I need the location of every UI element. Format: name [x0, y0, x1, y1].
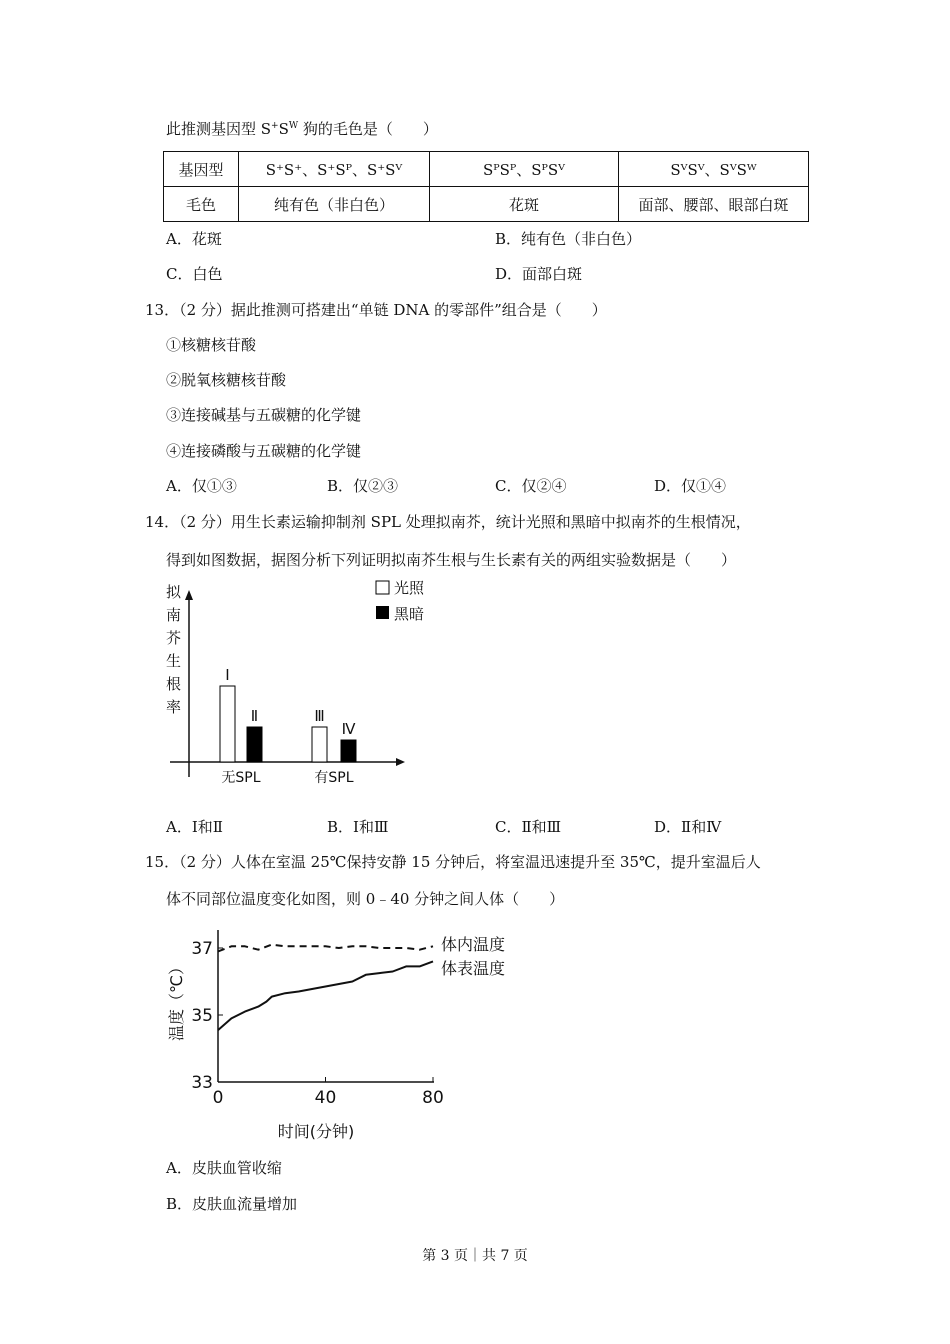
- cell: 纯有色（非白色）: [239, 187, 430, 222]
- series-line: [218, 961, 433, 1030]
- option: B．Ⅰ和Ⅲ: [327, 818, 389, 836]
- list-item: ④连接磷酸与五碳糖的化学键: [166, 442, 362, 460]
- y-tick-label: 37: [191, 939, 213, 959]
- list-item: ③连接碱基与五碳糖的化学键: [166, 406, 362, 424]
- y-tick-label: 35: [191, 1006, 213, 1026]
- q13-stem: 13．（2 分）据此推测可搭建出“单链 DNA 的零部件”组合是（ ）: [145, 301, 607, 319]
- page-footer: 第 3 页｜共 7 页: [422, 1248, 528, 1264]
- bar-label: Ⅲ: [314, 707, 325, 725]
- bar-label: Ⅳ: [341, 720, 356, 738]
- series-line: [218, 945, 433, 952]
- y-axis-label-char: 芥: [166, 629, 182, 647]
- x-axis-label: 时间(分钟): [277, 1122, 355, 1141]
- y-axis-label-char: 南: [166, 606, 182, 624]
- option: C．白色: [166, 265, 223, 283]
- y-axis-label-char: 生: [166, 652, 182, 670]
- option: A．花斑: [166, 230, 222, 248]
- y-tick-label: 33: [191, 1073, 213, 1093]
- bar: [220, 686, 235, 762]
- x-tick-label: 有SPL: [314, 770, 354, 786]
- x-tick-label: 40: [314, 1088, 337, 1108]
- cell: S⁺S⁺、S⁺Sᴾ、S⁺Sⱽ: [239, 152, 430, 187]
- option: B．仅②③: [327, 477, 399, 495]
- cell: 基因型: [164, 152, 239, 187]
- list-item: ②脱氧核糖核苷酸: [166, 371, 287, 389]
- q15-stem: 15．（2 分）人体在室温 25℃保持安静 15 分钟后，将室温迅速提升至 35℃，提升室温后人: [145, 853, 761, 871]
- option: C．仅②④: [495, 477, 567, 495]
- y-axis-label-char: 率: [166, 698, 182, 716]
- x-tick-label: 无SPL: [221, 770, 261, 786]
- legend-label: 光照: [394, 579, 425, 597]
- list-item: ①核糖核苷酸: [166, 336, 257, 354]
- option: D．仅①④: [654, 477, 727, 495]
- bar: [312, 727, 327, 762]
- legend-swatch-dark: [376, 606, 389, 619]
- q12-stem: 此推测基因型 $S^+S^W$ 狗的毛色是（ ）: [166, 120, 438, 138]
- q14-stem: 得到如图数据，据图分析下列证明拟南芥生根与生长素有关的两组实验数据是（ ）: [166, 551, 737, 569]
- cell: SᴾSᴾ、SᴾSⱽ: [430, 152, 619, 187]
- q15-stem: 体不同部位温度变化如图，则 0﹣40 分钟之间人体（ ）: [166, 890, 565, 908]
- option: B．皮肤血流量增加: [166, 1195, 298, 1213]
- option: A．仅①③: [166, 477, 237, 495]
- x-tick-label: 80: [422, 1088, 444, 1108]
- cell: 花斑: [430, 187, 619, 222]
- series-label: 体表温度: [441, 959, 506, 978]
- bar-label: Ⅱ: [250, 707, 259, 725]
- option: A．Ⅰ和Ⅱ: [166, 818, 223, 836]
- cell: 毛色: [164, 187, 239, 222]
- y-axis-label: 温度（℃）: [167, 959, 186, 1041]
- q14-stem: 14．（2 分）用生长素运输抑制剂 SPL 处理拟南芥，统计光照和黑暗中拟南芥的生根情况，: [145, 513, 751, 531]
- cell: SⱽSⱽ、SⱽSᵂ: [619, 152, 809, 187]
- option: D．面部白斑: [495, 265, 583, 283]
- legend-swatch-light: [376, 581, 389, 594]
- y-axis-label-char: 根: [166, 675, 182, 693]
- option: B．纯有色（非白色）: [495, 230, 642, 248]
- bar: [247, 727, 262, 762]
- x-axis-arrow-icon: [396, 758, 405, 766]
- bar-label: Ⅰ: [225, 666, 230, 684]
- y-axis-label-char: 拟: [166, 583, 182, 601]
- cell: 面部、腰部、眼部白斑: [619, 187, 809, 222]
- legend-label: 黑暗: [394, 605, 425, 623]
- option: C．Ⅱ和Ⅲ: [495, 818, 562, 836]
- y-axis-arrow-icon: [185, 590, 193, 600]
- option: A．皮肤血管收缩: [166, 1159, 282, 1177]
- x-tick-label: 0: [212, 1088, 224, 1108]
- series-label: 体内温度: [441, 935, 506, 954]
- bar: [341, 740, 356, 762]
- option: D．Ⅱ和Ⅳ: [654, 818, 722, 836]
